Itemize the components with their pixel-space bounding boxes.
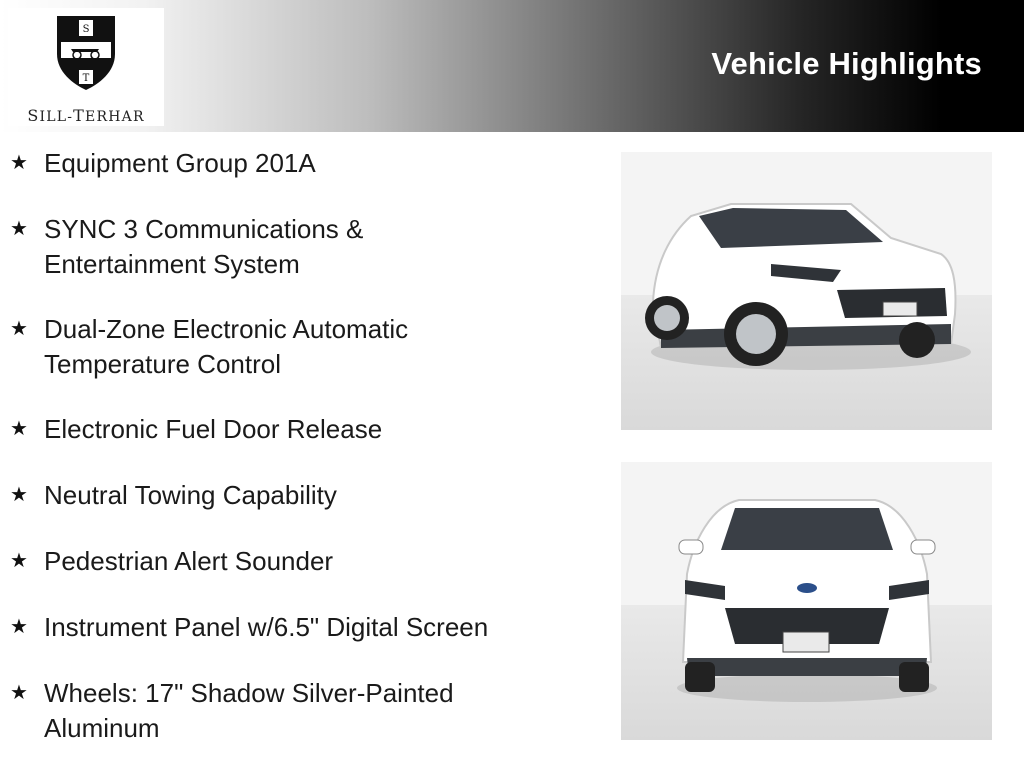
star-icon: ★ <box>10 484 28 506</box>
star-icon: ★ <box>10 682 28 704</box>
highlight-text: Pedestrian Alert Sounder <box>44 546 334 576</box>
dealer-logo <box>8 8 164 126</box>
highlight-item <box>10 312 408 382</box>
star-icon: ★ <box>10 318 28 340</box>
vehicle-photo-front <box>621 462 992 740</box>
star-icon: ★ <box>10 616 28 638</box>
highlight-text: Neutral Towing Capability <box>44 480 337 510</box>
logo-letter-bottom: T <box>82 73 90 84</box>
highlight-item <box>10 676 454 746</box>
highlight-item <box>10 478 337 513</box>
highlight-item <box>10 212 363 282</box>
highlight-item <box>10 610 488 645</box>
highlight-text: Entertainment System <box>44 249 300 279</box>
star-icon: ★ <box>10 218 28 240</box>
star-icon: ★ <box>10 152 28 174</box>
logo-letter-top: S <box>82 24 90 35</box>
highlight-item <box>10 544 333 579</box>
highlight-text: Temperature Control <box>44 349 281 379</box>
highlight-item <box>10 412 382 447</box>
highlight-text: Dual-Zone Electronic Automatic <box>44 314 409 344</box>
highlight-text: Wheels: 17" Shadow Silver-Painted <box>44 678 454 708</box>
star-icon: ★ <box>10 418 28 440</box>
highlight-text: Aluminum <box>44 713 160 743</box>
header-banner <box>0 0 1024 132</box>
shield-icon <box>53 12 119 94</box>
page-title: Vehicle Highlights <box>711 46 982 81</box>
highlight-text: SYNC 3 Communications & <box>44 214 364 244</box>
highlight-text: Electronic Fuel Door Release <box>44 414 383 444</box>
star-icon: ★ <box>10 550 28 572</box>
vehicle-photo-three-quarter <box>621 152 992 430</box>
highlight-text: Equipment Group 201A <box>44 148 316 178</box>
highlight-text: Instrument Panel w/6.5" Digital Screen <box>44 612 489 642</box>
brand-name: SILL-TERHAR <box>27 106 145 125</box>
highlight-item <box>10 146 316 181</box>
